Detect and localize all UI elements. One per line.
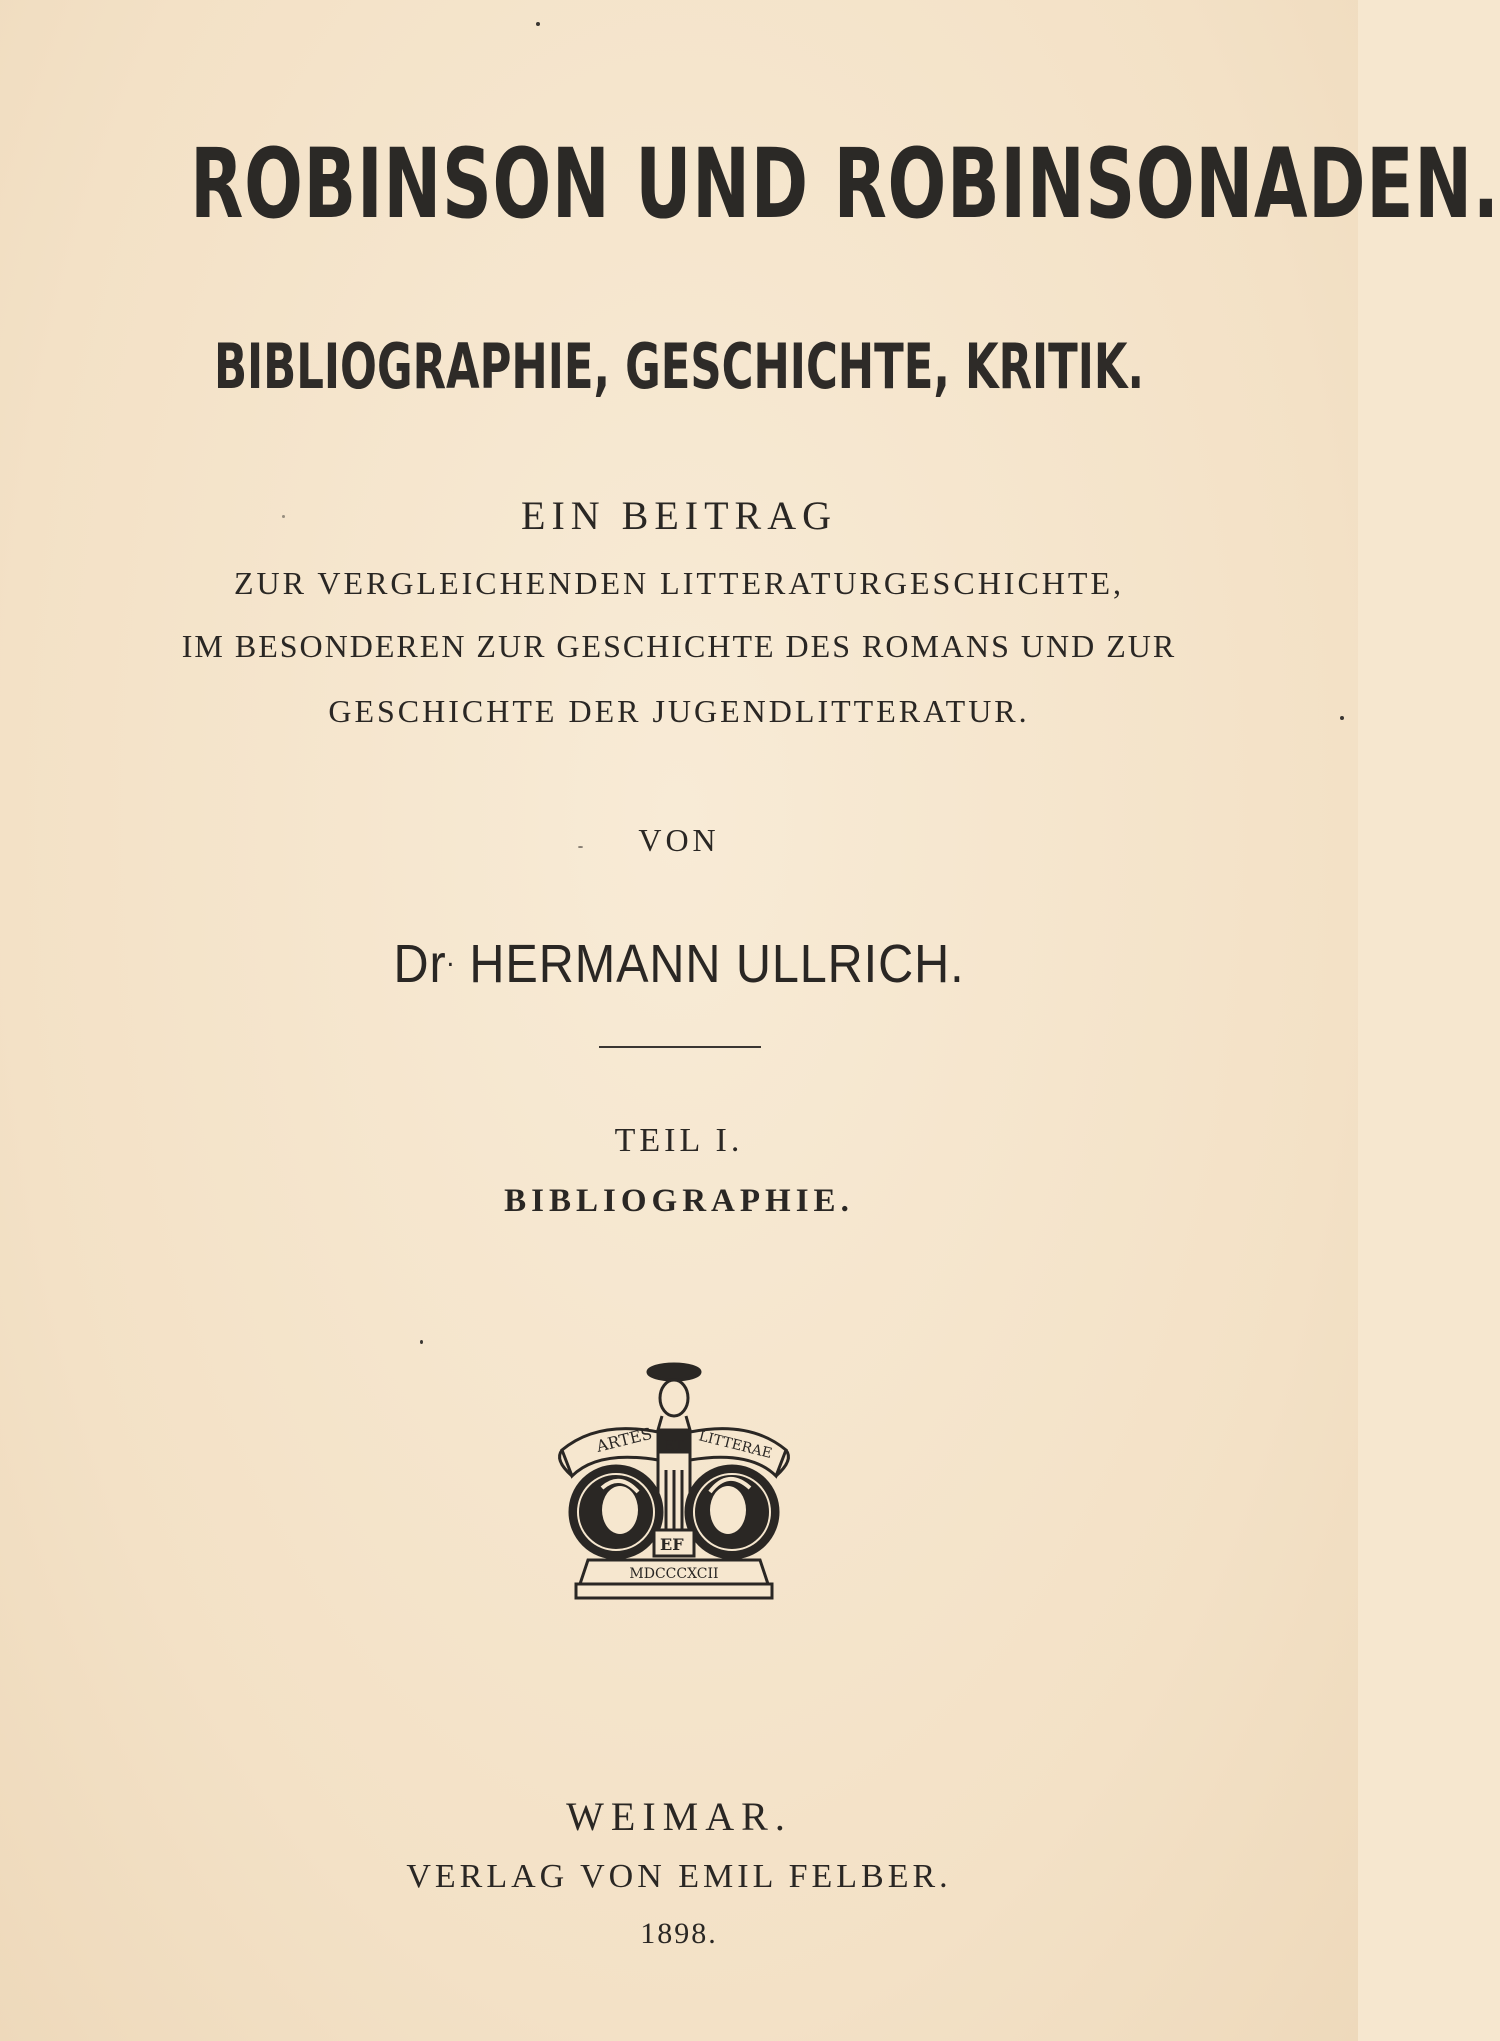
- description-line-3: GESCHICHTE DER JUGENDLITTERATUR.: [328, 693, 1030, 729]
- paper-speck: [536, 22, 540, 26]
- divider-rule: [599, 1046, 761, 1048]
- publisher-device-icon: [558, 1360, 790, 1604]
- book-title: ROBINSON UND ROBINSONADEN.: [190, 128, 1500, 240]
- book-subtitle: BIBLIOGRAPHIE, GESCHICHTE, KRITIK.: [213, 330, 1145, 403]
- banner-right-text: LITTERAE: [697, 1428, 774, 1462]
- author-line: [68, 933, 1290, 995]
- banner-left-text: ARTES: [594, 1423, 654, 1456]
- by-label: VON: [638, 822, 720, 858]
- description-line-2: IM BESONDEREN ZUR GESCHICHTE DES ROMANS UND ZUR: [181, 628, 1177, 664]
- paper-speck: [578, 846, 583, 848]
- imprint-place: WEIMAR.: [566, 1794, 792, 1839]
- paper-speck: [282, 515, 285, 518]
- imprint-publisher: VERLAG VON EMIL FELBER.: [406, 1858, 952, 1895]
- contribution-label: EIN BEITRAG: [521, 493, 837, 538]
- monogram-text: EF: [660, 1535, 684, 1554]
- author-name: HERMANN ULLRICH.: [469, 934, 965, 994]
- paper-speck: [1340, 716, 1344, 720]
- part-label: TEIL I.: [614, 1122, 744, 1159]
- author-prefix-sup: .: [446, 940, 455, 973]
- author-prefix: Dr: [393, 934, 447, 994]
- description-line-1: ZUR VERGLEICHENDEN LITTERATURGESCHICHTE,: [233, 565, 1124, 601]
- part-title: BIBLIOGRAPHIE.: [504, 1183, 854, 1219]
- paper-speck: [420, 1340, 423, 1344]
- device-date-text: MDCCCXCII: [629, 1566, 719, 1582]
- banner-middle-text: ET: [664, 1438, 684, 1454]
- imprint-year: 1898.: [640, 1917, 718, 1950]
